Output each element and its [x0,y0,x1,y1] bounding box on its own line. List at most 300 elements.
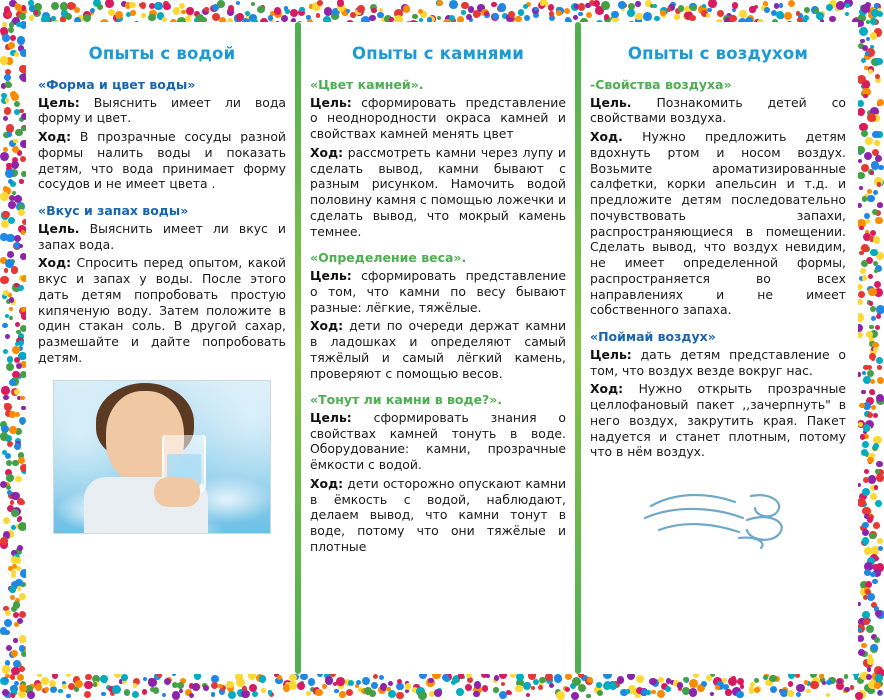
border-dot [15,598,20,603]
border-dot [13,139,17,143]
border-dot [337,3,345,11]
border-dot [725,689,731,695]
border-dot [822,681,826,685]
border-dot [68,683,75,690]
border-dot [857,420,866,429]
border-dot [5,610,11,616]
border-dot [101,692,106,697]
border-dot [0,421,7,428]
section-paragraph [38,95,286,127]
border-dot [157,12,164,19]
border-dot [864,684,872,692]
border-dot [186,7,194,15]
border-dot [515,685,522,692]
border-dot [740,684,744,688]
border-dot [697,684,705,692]
border-dot [162,17,167,22]
border-dot [774,676,780,682]
border-dot [862,441,869,448]
border-dot [5,69,11,75]
section-heading: «Тонут ли камни в воде?». [310,392,503,408]
border-dot [872,564,878,570]
border-dot [312,2,320,10]
border-dot [35,683,43,691]
border-dot [556,7,561,12]
border-dot [820,677,825,682]
border-dot [19,636,26,643]
border-dot [864,569,871,576]
border-dot [860,5,865,10]
border-dot [0,540,8,549]
border-dot [484,11,489,16]
border-dot [6,485,11,490]
border-dot [364,687,372,695]
border-dot [860,246,865,251]
border-dot [18,45,25,52]
border-dot [670,680,675,685]
border-dot [179,3,185,9]
border-dot [765,679,773,687]
border-dot [867,113,876,122]
border-dot [869,353,876,360]
border-dot [124,689,130,695]
border-dot [1,425,9,433]
border-dot [875,74,880,79]
border-dot [7,505,14,512]
border-dot [11,492,19,500]
border-dot [15,129,23,137]
border-dot [626,689,630,693]
border-dot [18,333,25,340]
border-dot [812,677,820,685]
border-dot [876,469,883,476]
border-dot [565,687,570,692]
border-dot [11,650,18,657]
border-dot [810,681,819,690]
border-dot [110,691,115,696]
border-dot [540,1,544,5]
border-dot [877,202,883,208]
border-dot [859,493,866,500]
border-dot [820,11,826,17]
section-catch-the-air [590,329,846,460]
border-dot [875,325,880,330]
border-dot [17,150,22,155]
border-dot [864,659,873,668]
border-dot [241,690,249,698]
border-dot [9,379,16,386]
border-dot [405,681,409,685]
border-dot [10,685,18,693]
border-dot [310,687,315,692]
border-dot [377,12,384,19]
border-dot [155,3,160,8]
paragraph-label: Цель. [590,94,632,110]
border-dot [635,13,643,21]
section-heading: «Форма и цвет воды» [38,77,196,92]
border-dot [44,687,49,692]
border-dot [494,675,499,680]
border-dot [835,5,841,11]
border-dot [13,638,17,642]
border-dot [857,75,866,84]
border-dot [9,411,16,418]
border-dot [857,677,864,684]
border-dot [12,507,21,516]
border-dot [861,27,867,33]
border-dot [594,686,602,694]
border-dot [6,474,14,482]
border-dot [277,675,282,680]
border-dot [19,417,26,424]
border-dot [612,681,619,688]
border-dot [873,522,880,529]
border-dot [6,363,14,371]
border-dot [617,676,625,684]
border-dot [249,14,257,22]
border-dot [122,679,127,684]
border-dot [497,5,504,12]
border-dot [274,10,282,18]
border-dot [309,4,314,9]
border-dot [378,686,386,694]
border-dot [702,4,706,8]
border-dot [872,209,878,215]
border-dot [15,441,21,447]
border-dot [482,685,489,692]
border-dot [578,3,586,11]
border-dot [690,5,697,12]
border-dot [845,3,849,7]
border-dot [670,2,675,7]
border-dot [284,6,288,10]
border-dot [14,357,20,363]
border-dot [14,52,20,58]
border-dot [0,276,9,285]
border-dot [581,675,588,682]
paragraph-label: Цель: [310,409,352,425]
border-dot [251,2,255,6]
border-dot [2,450,7,455]
border-dot [877,102,881,106]
border-dot [556,7,564,15]
border-dot [100,675,108,683]
border-dot [678,686,683,691]
border-dot [622,3,627,8]
border-dot [289,674,297,682]
border-dot [16,566,22,572]
border-dot [162,693,166,697]
border-dot [749,688,755,694]
paragraph-text: Спросить перед опытом, какой вкус и запах у воды. После этого дать детям попробовать простую кипяченую воду. Затем положите в один стакан соль. В другой сахар, размешайте и дайте попробовать детям. [38,255,286,365]
border-dot [859,186,863,190]
border-dot [15,342,20,347]
border-dot [0,481,7,488]
border-dot [674,14,679,19]
border-dot [92,675,101,684]
border-dot [405,683,412,690]
border-dot [12,17,20,25]
border-dot [29,5,35,11]
border-dot [782,687,787,692]
border-dot [867,667,871,671]
border-dot [869,7,874,12]
border-dot [862,275,868,281]
border-dot [804,680,809,685]
paragraph-label: Цель: [590,346,632,362]
border-dot [658,677,664,683]
border-dot [4,187,11,194]
border-dot [867,517,873,523]
border-dot [93,681,100,688]
border-dot [3,147,8,152]
border-dot [857,172,865,180]
border-dot [861,130,868,137]
border-dot [245,11,250,16]
border-dot [10,299,16,305]
border-dot [689,688,698,697]
border-dot [211,675,219,683]
border-dot [86,12,91,17]
border-dot [666,678,672,684]
border-dot [836,682,844,690]
border-dot [130,10,136,16]
border-dot [770,686,777,693]
girl-drinking-water-photo [53,380,271,534]
border-dot [858,291,865,298]
border-dot [803,15,809,21]
border-dot [806,689,810,693]
border-dot [877,182,882,187]
border-dot [5,674,10,679]
border-dot [749,686,754,691]
border-dot [0,432,8,441]
border-dot [84,681,92,689]
border-dot [636,675,645,684]
border-dot [153,687,160,694]
border-dot [338,682,345,689]
border-dot [3,531,11,539]
border-dot [461,2,468,9]
border-dot [862,488,870,496]
border-dot [9,426,17,434]
border-dot [860,434,865,439]
border-dot [865,230,870,235]
border-dot [858,618,866,626]
border-dot [859,693,863,697]
border-dot [11,161,19,169]
border-dot [876,357,884,365]
border-dot [788,0,795,7]
border-dot [601,1,610,10]
border-dot [872,131,880,139]
border-dot [5,98,10,103]
border-dot [34,10,39,15]
border-dot [371,8,377,14]
border-dot [16,202,25,211]
border-dot [509,16,515,22]
border-dot [1,220,9,228]
border-dot [867,593,875,601]
border-dot [85,674,92,681]
border-dot [843,689,848,694]
border-dot [283,680,292,689]
border-dot [451,680,456,685]
border-dot [857,602,861,606]
border-dot [2,22,7,27]
border-dot [876,474,883,481]
wind-swirl-icon [643,480,793,554]
border-dot [597,690,603,696]
border-dot [863,194,870,201]
border-dot [97,4,103,10]
border-dot [756,686,761,691]
border-dot [723,684,729,690]
border-dot [589,0,595,6]
border-dot [11,689,18,696]
border-dot [346,689,353,696]
border-dot [863,618,870,625]
border-dot [636,687,643,694]
border-dot [192,683,200,691]
border-dot [14,622,19,627]
border-dot [861,244,870,253]
border-dot [236,678,245,687]
border-dot [865,589,871,595]
border-dot [876,252,884,260]
border-dot [870,379,875,384]
border-dot [861,502,867,508]
border-dot [12,460,18,466]
border-dot [784,12,792,20]
border-dot [549,15,555,21]
border-dot [850,685,854,689]
border-dot [163,3,170,10]
border-dot [857,498,866,507]
border-dot [1,537,8,544]
border-dot [572,677,581,686]
border-dot [707,8,712,13]
border-dot [436,0,442,6]
border-dot [484,12,490,18]
border-dot [857,219,866,228]
border-dot [242,686,248,692]
border-dot [866,139,870,143]
border-dot [5,410,12,417]
border-dot [549,683,554,688]
border-dot [862,81,870,89]
border-dot [498,3,507,12]
paragraph-label: Цель: [310,268,352,283]
border-dot [732,8,737,13]
border-dot [308,678,315,685]
border-dot [618,1,626,9]
border-dot [6,475,13,482]
border-dot [20,9,25,14]
border-dot [875,217,882,224]
border-dot [787,690,794,697]
border-dot [473,691,480,698]
border-dot [621,689,628,696]
border-dot [8,179,13,184]
border-dot [858,14,866,22]
border-dot [667,7,671,11]
border-dot [864,53,871,60]
border-dot [412,688,416,692]
border-dot [858,691,866,699]
border-dot [858,159,862,163]
border-dot [864,562,873,571]
border-dot [477,4,485,12]
border-dot [306,691,311,696]
border-dot [854,17,859,22]
section-paragraph [310,476,566,555]
border-dot [19,179,24,184]
border-dot [154,673,161,680]
border-dot [866,625,874,633]
border-dot [754,687,760,693]
border-dot [862,611,870,619]
border-dot [866,674,872,680]
border-dot [15,322,21,328]
border-dot [872,342,878,348]
border-dot [226,681,233,688]
border-dot [8,217,15,224]
border-dot [75,680,83,688]
border-dot [868,288,877,297]
border-dot [20,681,26,687]
border-dot [873,443,879,449]
border-dot [7,530,14,537]
border-dot [148,14,155,21]
border-dot [18,340,24,346]
border-dot [428,678,434,684]
border-dot [609,682,617,690]
border-dot [689,15,696,22]
border-dot [858,150,862,154]
border-dot [836,678,843,685]
border-dot [875,500,883,508]
border-dot [627,9,635,17]
border-dot [15,412,20,417]
border-dot [506,690,511,695]
border-dot [873,436,881,444]
border-dot [532,7,538,13]
border-dot [715,685,720,690]
border-dot [289,681,298,690]
border-dot [236,1,240,5]
border-dot [358,687,362,691]
section-heading: -Свойства воздуха» [590,77,732,92]
border-dot [861,651,867,657]
border-dot [717,10,724,17]
border-dot [412,687,418,693]
border-dot [18,516,23,521]
border-dot [14,283,19,288]
section-paragraph [38,255,286,365]
border-dot [20,582,26,588]
border-dot [14,389,20,395]
border-dot [401,4,409,12]
border-dot [872,579,878,585]
border-dot [21,307,26,312]
column-divider [575,22,581,674]
border-dot [611,15,618,22]
border-dot [115,11,123,19]
border-dot [682,687,690,695]
border-dot [227,8,235,16]
border-dot [728,677,737,686]
